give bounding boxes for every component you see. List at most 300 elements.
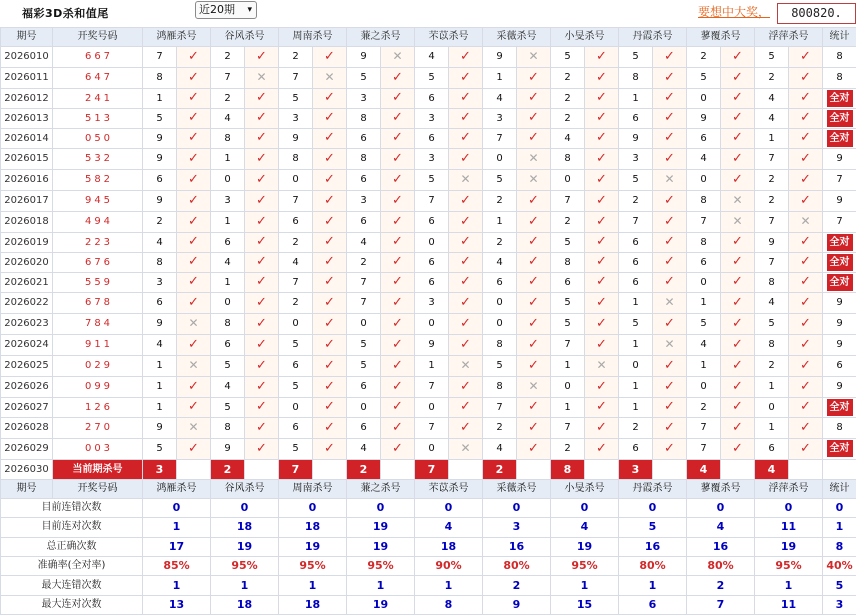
issue-cell: 2026023: [1, 314, 53, 335]
header-killer: 采薇杀号: [483, 479, 551, 498]
kill-number-cell: 4: [687, 149, 721, 170]
stats-value: 19: [347, 595, 415, 614]
kill-number-cell: 6: [619, 273, 653, 293]
open-number-cell: 270: [53, 418, 143, 439]
kill-number-cell: 8: [211, 314, 245, 335]
check-icon: ✓: [449, 253, 483, 273]
check-icon: ✓: [653, 398, 687, 418]
kill-number-cell: 5: [551, 47, 585, 68]
check-icon: ✓: [449, 191, 483, 212]
promo-link[interactable]: 要想中大奖，: [698, 3, 778, 20]
cross-icon: ✕: [449, 439, 483, 460]
kill-number-cell: 0: [755, 398, 789, 418]
header-killer: 鸿雁杀号: [143, 479, 211, 498]
stats-total: 8: [823, 537, 856, 556]
kill-number-cell: 2: [483, 233, 517, 253]
all-correct-badge: 全对: [827, 130, 853, 147]
kill-number-cell: 8: [483, 335, 517, 356]
kill-number-cell: 4: [755, 293, 789, 314]
header-killer: 浮萍杀号: [755, 28, 823, 47]
kill-number-cell: 9: [143, 149, 177, 170]
all-correct-badge: 全对: [827, 110, 853, 127]
check-icon: ✓: [721, 356, 755, 377]
kill-number-cell: 7: [755, 149, 789, 170]
kill-number-cell: 5: [279, 335, 313, 356]
check-icon: ✓: [585, 170, 619, 191]
kill-number-cell: 4: [211, 377, 245, 398]
check-icon: ✓: [585, 398, 619, 418]
table-row: [1, 273, 856, 293]
check-icon: ✓: [245, 89, 279, 109]
stats-value: 4: [415, 518, 483, 537]
stats-value: 19: [551, 537, 619, 556]
check-icon: ✓: [517, 273, 551, 293]
current-kill-number: 7: [279, 460, 313, 479]
kill-number-cell: 7: [483, 129, 517, 149]
kill-number-cell: 5: [619, 170, 653, 191]
cross-icon: ✕: [177, 314, 211, 335]
check-icon: ✓: [449, 398, 483, 418]
kill-number-cell: 0: [279, 170, 313, 191]
empty-cell: [585, 460, 619, 479]
kill-number-cell: 1: [143, 89, 177, 109]
kill-number-cell: 3: [211, 191, 245, 212]
table-row: [1, 212, 856, 233]
kill-number-cell: 8: [483, 377, 517, 398]
header-killer: 蒹之杀号: [347, 479, 415, 498]
kill-number-cell: 2: [347, 253, 381, 273]
check-icon: ✓: [381, 418, 415, 439]
kill-number-cell: 2: [279, 47, 313, 68]
table-header: [1, 28, 856, 47]
check-icon: ✓: [517, 314, 551, 335]
check-icon: ✓: [517, 129, 551, 149]
issue-cell: 2026024: [1, 335, 53, 356]
cross-icon: ✕: [721, 191, 755, 212]
issue-cell: 2026012: [1, 89, 53, 109]
kill-number-cell: 0: [687, 377, 721, 398]
kill-number-cell: 2: [687, 47, 721, 68]
open-number-cell: 559: [53, 273, 143, 293]
kill-number-cell: 2: [619, 191, 653, 212]
check-icon: ✓: [381, 212, 415, 233]
stats-value: 19: [211, 537, 279, 556]
issue-cell: 2026014: [1, 129, 53, 149]
check-icon: ✓: [313, 314, 347, 335]
check-icon: ✓: [585, 439, 619, 460]
current-kill-number: 4: [755, 460, 789, 479]
kill-number-cell: 9: [143, 418, 177, 439]
kill-number-cell: 6: [619, 439, 653, 460]
check-icon: ✓: [449, 314, 483, 335]
issue-cell: 2026028: [1, 418, 53, 439]
top-bar: [0, 0, 856, 26]
check-icon: ✓: [381, 335, 415, 356]
stats-value: 4: [551, 518, 619, 537]
kill-number-cell: 3: [347, 191, 381, 212]
kill-number-cell: 5: [551, 314, 585, 335]
stats-value: 18: [415, 537, 483, 556]
check-icon: ✓: [313, 356, 347, 377]
check-icon: ✓: [177, 273, 211, 293]
check-icon: ✓: [381, 109, 415, 129]
cross-icon: ✕: [653, 293, 687, 314]
check-icon: ✓: [721, 170, 755, 191]
check-icon: ✓: [789, 47, 823, 68]
check-icon: ✓: [789, 129, 823, 149]
check-icon: ✓: [177, 191, 211, 212]
kill-number-cell: 6: [619, 233, 653, 253]
stat-badge: [823, 439, 856, 460]
kill-number-cell: 4: [755, 109, 789, 129]
kill-number-cell: 2: [551, 89, 585, 109]
kill-number-cell: 8: [687, 191, 721, 212]
check-icon: ✓: [653, 191, 687, 212]
kill-number-cell: 0: [687, 170, 721, 191]
check-icon: ✓: [449, 109, 483, 129]
kill-number-cell: 9: [211, 439, 245, 460]
kill-number-cell: 1: [143, 356, 177, 377]
check-icon: ✓: [585, 47, 619, 68]
empty-cell: [721, 460, 755, 479]
check-icon: ✓: [789, 109, 823, 129]
table-row: [1, 109, 856, 129]
stats-value: 8: [415, 595, 483, 614]
stats-label: 总正确次数: [1, 537, 143, 556]
table-row: [1, 356, 856, 377]
check-icon: ✓: [721, 233, 755, 253]
check-icon: ✓: [449, 129, 483, 149]
stats-total: 40%: [823, 556, 856, 575]
check-icon: ✓: [789, 273, 823, 293]
check-icon: ✓: [653, 418, 687, 439]
check-icon: ✓: [245, 293, 279, 314]
site-logo: 800820.: [777, 3, 856, 24]
kill-number-cell: 2: [211, 47, 245, 68]
check-icon: ✓: [245, 314, 279, 335]
kill-number-cell: 7: [347, 293, 381, 314]
kill-number-cell: 6: [687, 253, 721, 273]
kill-number-cell: 4: [347, 439, 381, 460]
kill-number-cell: 5: [619, 314, 653, 335]
kill-number-cell: 2: [279, 293, 313, 314]
kill-number-cell: 2: [551, 439, 585, 460]
check-icon: ✓: [789, 149, 823, 170]
kill-number-cell: 7: [551, 418, 585, 439]
check-icon: ✓: [517, 418, 551, 439]
stats-value: 17: [143, 537, 211, 556]
kill-number-cell: 6: [415, 129, 449, 149]
stats-row: [1, 537, 856, 556]
table-row: [1, 170, 856, 191]
check-icon: ✓: [313, 170, 347, 191]
open-number-cell: 676: [53, 253, 143, 273]
stats-label: 目前连错次数: [1, 498, 143, 517]
stats-label: 最大连对次数: [1, 595, 143, 614]
cross-icon: ✕: [789, 212, 823, 233]
stat-cell: 8: [823, 68, 856, 89]
kill-number-cell: 6: [551, 273, 585, 293]
open-number-cell: 513: [53, 109, 143, 129]
check-icon: ✓: [789, 398, 823, 418]
check-icon: ✓: [313, 191, 347, 212]
cross-icon: ✕: [653, 335, 687, 356]
open-number-cell: 099: [53, 377, 143, 398]
stat-cell: 9: [823, 293, 856, 314]
kill-number-cell: 8: [551, 253, 585, 273]
kill-number-cell: 1: [551, 356, 585, 377]
check-icon: ✓: [245, 356, 279, 377]
kill-number-cell: 4: [551, 129, 585, 149]
stat-badge: [823, 129, 856, 149]
check-icon: ✓: [313, 335, 347, 356]
header-stat: 统计: [823, 28, 856, 47]
check-icon: ✓: [245, 418, 279, 439]
kill-number-cell: 9: [755, 233, 789, 253]
cross-icon: ✕: [381, 47, 415, 68]
kill-number-cell: 9: [619, 129, 653, 149]
empty-cell: [653, 460, 687, 479]
kill-number-cell: 1: [755, 418, 789, 439]
stats-total: 1: [823, 518, 856, 537]
stat-badge: [823, 89, 856, 109]
kill-number-cell: 8: [279, 149, 313, 170]
stats-value: 15: [551, 595, 619, 614]
all-correct-badge: 全对: [827, 399, 853, 416]
kill-number-cell: 9: [415, 335, 449, 356]
check-icon: ✓: [313, 109, 347, 129]
stats-value: 1: [347, 576, 415, 595]
kill-number-cell: 5: [415, 68, 449, 89]
kill-number-cell: 1: [755, 129, 789, 149]
issue-cell: 2026025: [1, 356, 53, 377]
cross-icon: ✕: [245, 68, 279, 89]
kill-number-cell: 7: [755, 253, 789, 273]
open-number-cell: 241: [53, 89, 143, 109]
stats-value: 90%: [415, 556, 483, 575]
table-row: [1, 418, 856, 439]
check-icon: ✓: [721, 149, 755, 170]
kill-number-cell: 4: [347, 233, 381, 253]
stat-cell: 8: [823, 418, 856, 439]
open-number-cell: 494: [53, 212, 143, 233]
check-icon: ✓: [517, 293, 551, 314]
check-icon: ✓: [789, 89, 823, 109]
kill-number-cell: 9: [143, 314, 177, 335]
check-icon: ✓: [585, 129, 619, 149]
header-killer: 丹霞杀号: [619, 28, 687, 47]
check-icon: ✓: [449, 233, 483, 253]
header-killer: 浮萍杀号: [755, 479, 823, 498]
header-killer: 蒹之杀号: [347, 28, 415, 47]
kill-number-cell: 0: [415, 233, 449, 253]
kill-number-cell: 2: [755, 170, 789, 191]
check-icon: ✓: [789, 356, 823, 377]
kill-number-cell: 7: [415, 418, 449, 439]
current-issue: 2026030: [1, 460, 53, 479]
open-number-cell: 003: [53, 439, 143, 460]
stats-value: 0: [551, 498, 619, 517]
kill-number-cell: 8: [687, 233, 721, 253]
cross-icon: ✕: [517, 149, 551, 170]
kill-number-cell: 0: [279, 314, 313, 335]
stat-cell: 7: [823, 170, 856, 191]
check-icon: ✓: [585, 109, 619, 129]
kill-number-cell: 5: [415, 170, 449, 191]
check-icon: ✓: [721, 293, 755, 314]
check-icon: ✓: [517, 253, 551, 273]
kill-number-cell: 1: [551, 398, 585, 418]
check-icon: ✓: [381, 377, 415, 398]
issue-cell: 2026011: [1, 68, 53, 89]
kill-number-cell: 1: [483, 212, 517, 233]
issue-cell: 2026020: [1, 253, 53, 273]
kill-number-cell: 2: [551, 212, 585, 233]
check-icon: ✓: [177, 89, 211, 109]
kill-number-cell: 5: [347, 68, 381, 89]
check-icon: ✓: [177, 68, 211, 89]
kill-number-cell: 1: [143, 398, 177, 418]
empty-cell: [313, 460, 347, 479]
kill-number-cell: 1: [211, 273, 245, 293]
kill-number-cell: 5: [211, 398, 245, 418]
check-icon: ✓: [245, 47, 279, 68]
stats-value: 19: [279, 537, 347, 556]
current-kill-number: 2: [211, 460, 245, 479]
kill-number-cell: 1: [619, 335, 653, 356]
chevron-down-icon: ▾: [247, 2, 252, 18]
check-icon: ✓: [313, 212, 347, 233]
stats-value: 2: [483, 576, 551, 595]
stats-value: 5: [619, 518, 687, 537]
kill-number-cell: 5: [143, 439, 177, 460]
open-number-cell: 784: [53, 314, 143, 335]
check-icon: ✓: [585, 212, 619, 233]
check-icon: ✓: [517, 335, 551, 356]
issue-cell: 2026015: [1, 149, 53, 170]
kill-number-cell: 7: [347, 273, 381, 293]
check-icon: ✓: [177, 170, 211, 191]
check-icon: ✓: [789, 335, 823, 356]
check-icon: ✓: [653, 68, 687, 89]
kill-number-cell: 7: [279, 273, 313, 293]
check-icon: ✓: [653, 356, 687, 377]
check-icon: ✓: [721, 273, 755, 293]
kill-number-cell: 8: [143, 68, 177, 89]
kill-number-cell: 6: [415, 212, 449, 233]
kill-number-cell: 7: [619, 212, 653, 233]
stats-value: 6: [619, 595, 687, 614]
empty-cell: [381, 460, 415, 479]
kill-number-cell: 9: [143, 129, 177, 149]
stats-value: 85%: [143, 556, 211, 575]
open-number-cell: 582: [53, 170, 143, 191]
kill-number-cell: 7: [211, 68, 245, 89]
check-icon: ✓: [313, 233, 347, 253]
stats-value: 16: [483, 537, 551, 556]
stats-value: 95%: [551, 556, 619, 575]
kill-number-cell: 5: [687, 314, 721, 335]
period-range-select[interactable]: [195, 1, 257, 19]
kill-number-cell: 1: [755, 377, 789, 398]
check-icon: ✓: [177, 377, 211, 398]
stats-value: 95%: [755, 556, 823, 575]
check-icon: ✓: [177, 149, 211, 170]
check-icon: ✓: [177, 439, 211, 460]
stats-value: 0: [143, 498, 211, 517]
kill-number-cell: 6: [211, 335, 245, 356]
stat-badge: [823, 253, 856, 273]
kill-number-cell: 0: [483, 314, 517, 335]
kill-number-cell: 5: [211, 356, 245, 377]
kill-number-cell: 6: [415, 89, 449, 109]
kill-number-cell: 0: [415, 314, 449, 335]
check-icon: ✓: [245, 439, 279, 460]
kill-number-cell: 1: [687, 356, 721, 377]
check-icon: ✓: [789, 233, 823, 253]
stat-cell: 9: [823, 335, 856, 356]
stats-label: 准确率(全对率): [1, 556, 143, 575]
check-icon: ✓: [653, 439, 687, 460]
table-header-repeat: [1, 479, 856, 498]
issue-cell: 2026027: [1, 398, 53, 418]
current-kill-number: 4: [687, 460, 721, 479]
check-icon: ✓: [585, 377, 619, 398]
header-killer: 鸿雁杀号: [143, 28, 211, 47]
check-icon: ✓: [381, 170, 415, 191]
header-killer: 蓼覆杀号: [687, 479, 755, 498]
check-icon: ✓: [517, 191, 551, 212]
kill-number-cell: 8: [755, 273, 789, 293]
check-icon: ✓: [789, 314, 823, 335]
check-icon: ✓: [313, 398, 347, 418]
kill-number-cell: 0: [415, 439, 449, 460]
check-icon: ✓: [245, 149, 279, 170]
stats-value: 0: [415, 498, 483, 517]
kill-number-cell: 9: [687, 109, 721, 129]
stats-row: [1, 576, 856, 595]
stats-row: [1, 556, 856, 575]
kill-number-cell: 7: [415, 191, 449, 212]
header-killer: 芣苡杀号: [415, 479, 483, 498]
stats-value: 1: [279, 576, 347, 595]
check-icon: ✓: [653, 129, 687, 149]
stats-row: [1, 518, 856, 537]
header-open: 开奖号码: [53, 479, 143, 498]
kill-number-cell: 0: [551, 170, 585, 191]
stats-value: 1: [619, 576, 687, 595]
kill-number-cell: 4: [143, 335, 177, 356]
kill-number-cell: 8: [211, 418, 245, 439]
kill-number-cell: 6: [415, 273, 449, 293]
kill-number-cell: 6: [143, 170, 177, 191]
kill-number-cell: 8: [755, 335, 789, 356]
stat-badge: [823, 109, 856, 129]
empty-cell: [245, 460, 279, 479]
check-icon: ✓: [245, 335, 279, 356]
kill-number-cell: 4: [143, 233, 177, 253]
table-row: [1, 89, 856, 109]
header-issue: 期号: [1, 28, 53, 47]
kill-number-cell: 0: [687, 273, 721, 293]
stats-total: 0: [823, 498, 856, 517]
cross-icon: ✕: [177, 418, 211, 439]
kill-number-cell: 2: [143, 212, 177, 233]
stats-value: 80%: [687, 556, 755, 575]
check-icon: ✓: [517, 68, 551, 89]
issue-cell: 2026022: [1, 293, 53, 314]
current-kill-number: 3: [619, 460, 653, 479]
